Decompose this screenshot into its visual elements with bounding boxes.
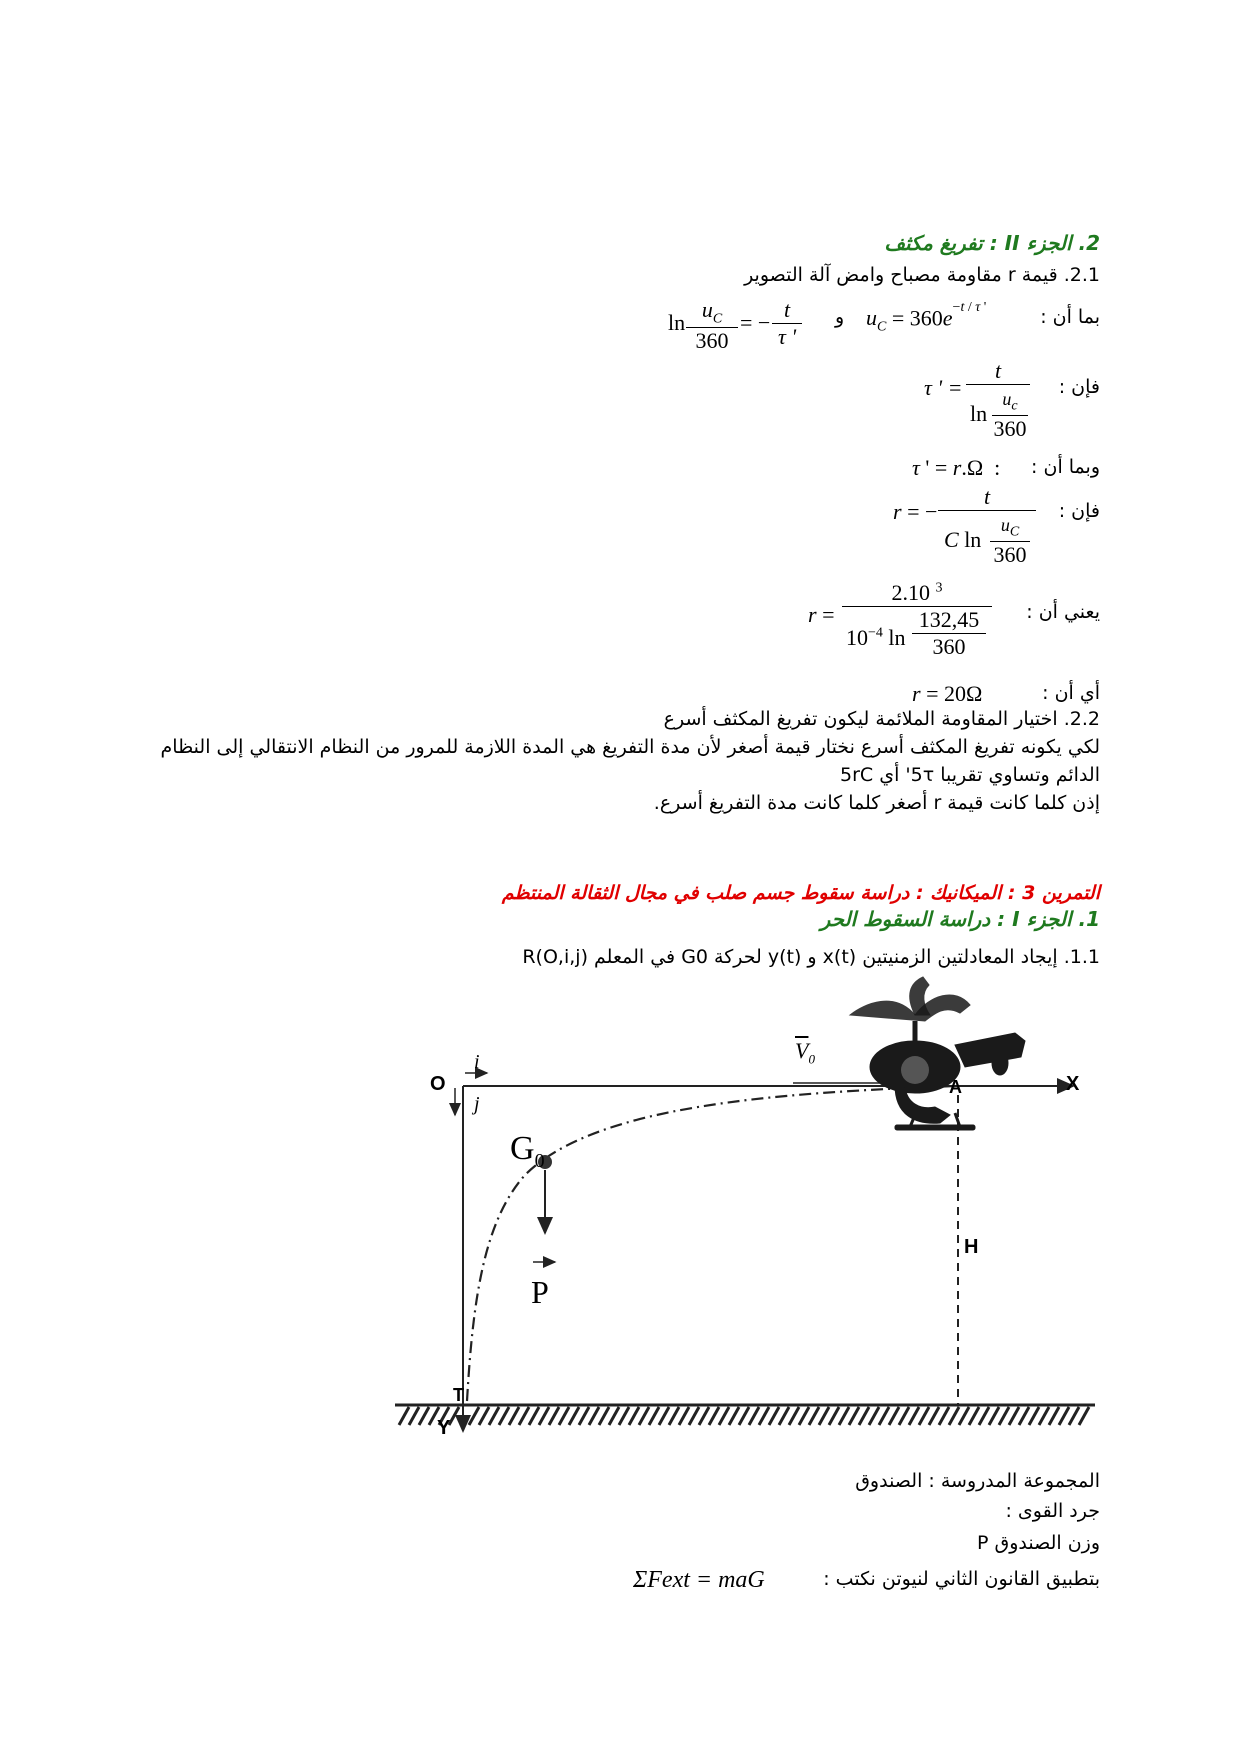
a-point-label: A [949,1077,962,1097]
equals-minus: = − [740,310,771,335]
newton-equation: ΣFext = maG [633,1567,765,1593]
then-label: فإن : [1058,376,1100,398]
tau-fraction: t ln $u_c$ 360 [966,358,1030,441]
r-equals-2: r = [808,602,835,627]
i-label: i [474,1051,480,1073]
helicopter-icon [850,977,1025,1130]
newton-law-label: بتطبيق القانون الثاني لنيوتن نكتب : [823,1568,1100,1590]
ln-symbol: ln [668,310,686,335]
y-axis-label: Y [437,1417,451,1439]
part2-heading: 2. الجزء II : تفريغ مكثف [884,231,1100,255]
force-inventory: جرد القوى : [1005,1500,1100,1522]
then-label-2: فإن : [1058,500,1100,522]
j-label: j [474,1093,480,1115]
and-label: و [835,306,845,328]
question-1-1: 1.1. إيجاد المعادلتين الزمنيتين x(t) و y(t) لحركة G0 في المعلم R(O,i,j) [522,946,1100,968]
paragraph-line-2: الدائم وتساوي تقريبا 5τ' أي 5rC [840,764,1100,786]
exercise-3-title: التمرين 3 : الميكانيك : دراسة سقوط جسم صلب في مجال الثقالة المنتظم [501,882,1100,904]
weight-label: P [531,1274,549,1310]
paragraph-line-1: لكي يكونه تفريغ المكثف أسرع نختار قيمة أصغر لأن مدة التفريغ هي المدة اللازمة للمرور من النظام الانتقالي إلى النظام [160,736,1100,758]
origin-label: O [430,1073,446,1095]
r-numeric-fraction: 2.10 $^3$ $10^{-4}$ ln 132,45 360 [842,580,992,665]
uc-over-360-fraction: $u_C$ 360 [686,297,738,354]
since-label: بما أن : [1040,306,1100,328]
ie-label: أي أن : [1042,682,1100,704]
weight-force: P وزن الصندوق [976,1532,1100,1554]
means-label: يعني أن : [1026,601,1100,623]
ground-hatching [399,1407,1089,1425]
free-fall-figure [395,975,1105,1455]
t-point-label: T [453,1385,464,1405]
g0-label: $G_0$ [510,1130,545,1172]
part1-heading: 1. الجزء I : دراسة السقوط الحر [820,907,1100,931]
uc-equation: $u_C = 360e^{-t / \tau '}$ [866,300,987,335]
question-2-2: 2.2. اختيار المقاومة الملائمة ليكون تفريغ المكثف أسرع [663,708,1100,730]
tau-rc-eq: τ ' = r.Ω : [912,455,1001,480]
t-over-tau-fraction: t τ ' [772,297,802,350]
height-label: H [964,1236,979,1258]
v0-label: $\overline{V}_0$ [795,1038,815,1067]
r-result: r = 20Ω [912,681,983,706]
tau-prime: τ ' = [924,375,963,400]
studied-system: المجموعة المدروسة : الصندوق [855,1470,1100,1492]
r-equals: r = − [893,499,938,524]
paragraph-line-3: إذن كلما كانت قيمة r أصغر كلما كانت مدة التفريغ أسرع. [653,792,1100,814]
x-axis-label: X [1066,1073,1080,1095]
since-label-2: وبما أن : [1031,456,1100,478]
question-2-1: 2.1. قيمة r مقاومة مصباح وامض آلة التصوير [744,264,1100,286]
r-fraction: t C ln $u_C$ 360 [938,484,1036,567]
